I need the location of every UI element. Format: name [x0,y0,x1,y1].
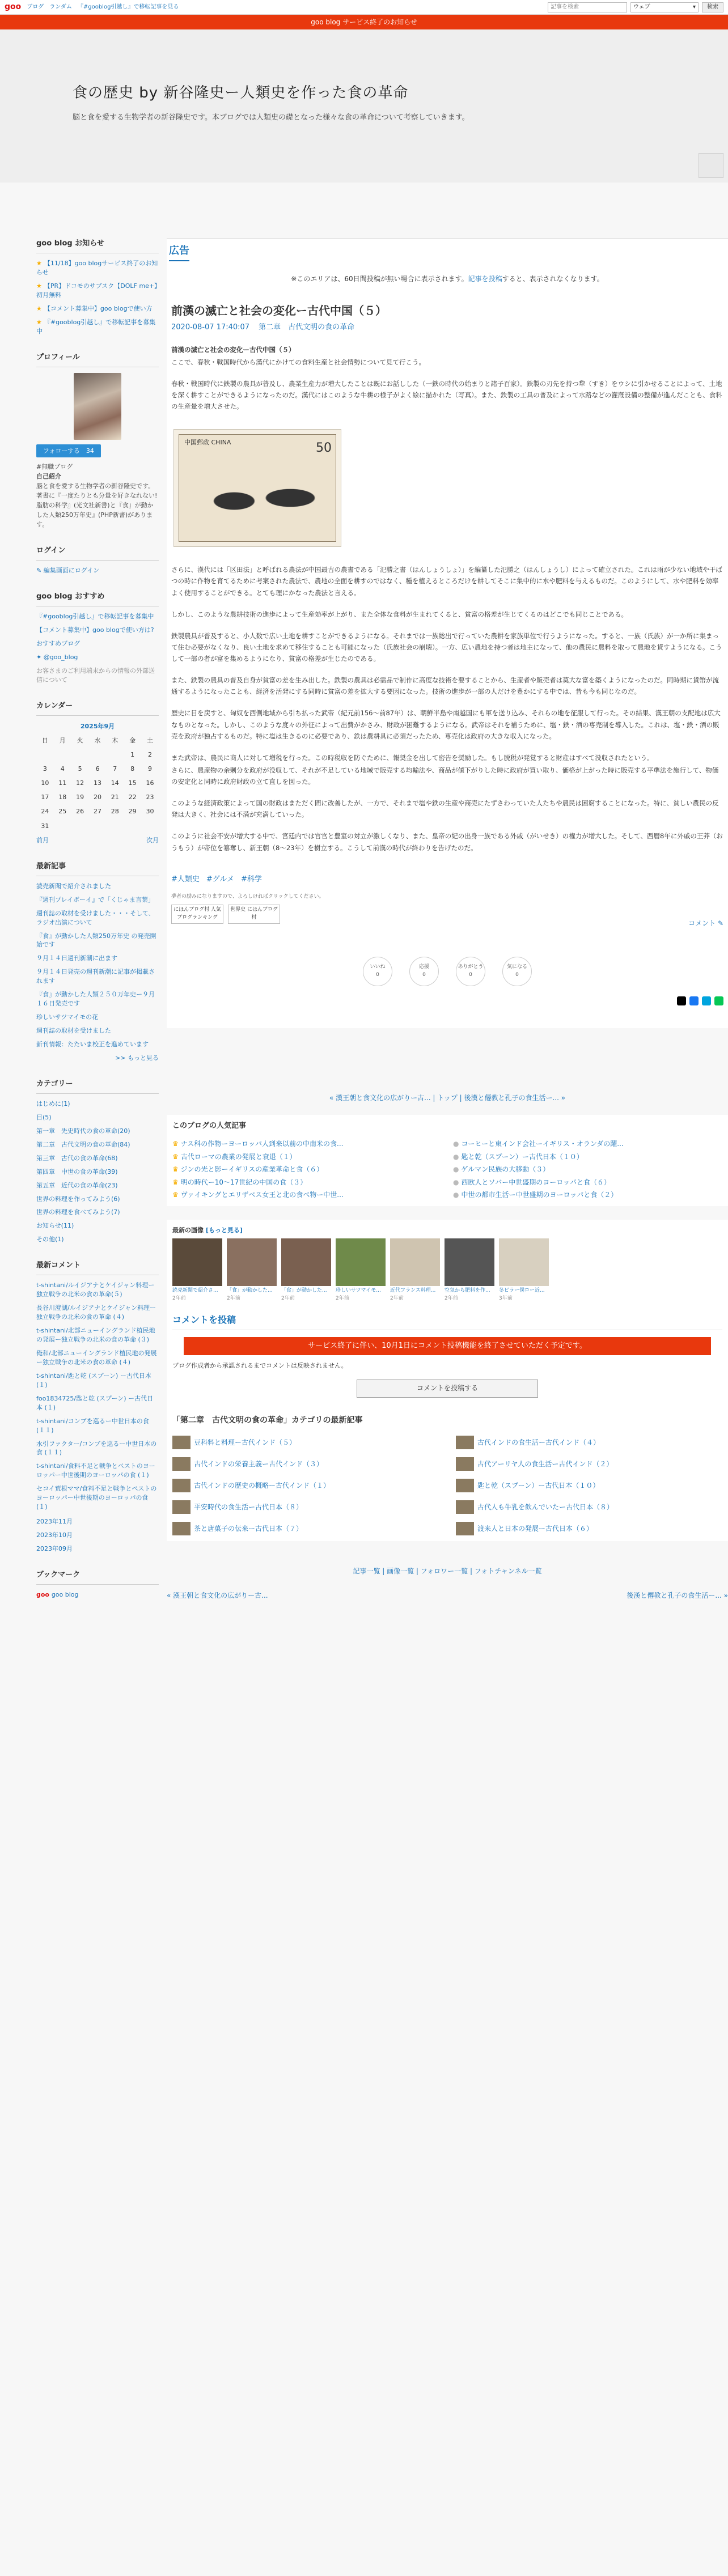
calendar-weekday: 月 [59,737,66,745]
article-paragraph: さらに、農産物の余剰分を政府が没収して、それが不足している地域で販売する均輸法や、商品が値下がりした時に政府が買い取り、価格が上がった時に販売する平準法を施行して、物価の安定化と同時に政府財政の立て直しを図った。 [171,766,719,786]
recent-article-link[interactable]: 『食』が動かした人類２５０万年史ー９月１６日発売です [36,991,155,1008]
article-date: 2020-08-07 17:40:07 [171,323,250,332]
calendar-day[interactable]: 22 [128,793,137,801]
article-thumbnail [456,1436,474,1449]
calendar-day[interactable]: 7 [113,765,117,773]
pager-prev[interactable]: « 漢王朝と食文化の広がりー古... [167,1592,268,1600]
blog-header [0,29,728,183]
popular-article-link[interactable] [453,1139,722,1149]
calendar-day[interactable]: 27 [93,808,101,816]
popular-article-title: 西欧人とソバー中世盛期のヨーロッパと食（６） [461,1178,611,1186]
article-paragraph: また武帝は、農民に商人に対して増税を行った。この時税収を防ぐために、報奨金を出して密告を奨励した。もし脱税が発覚すると財産はすべて没収されたという。 [171,753,654,762]
calendar-day [71,819,89,833]
archive-link[interactable]: 2023年09月 [36,1544,73,1552]
recent-article-link[interactable]: 珍しいサツマイモの花 [36,1013,99,1021]
calendar-day[interactable]: 10 [41,779,49,787]
post-article-link[interactable]: 記事を投稿 [468,274,502,283]
reaction-button[interactable] [363,957,392,986]
category-article-title: 渡来人と日本の発展ー古代日本（６） [477,1525,594,1533]
calendar-day[interactable]: 6 [95,765,100,773]
profile-name: 自己紹介 [36,472,61,480]
bullet-icon: ● [453,1165,459,1174]
reaction-label: 気になる [506,964,527,970]
category-link[interactable]: 世界の料理を食べてみよう(7) [36,1208,120,1216]
reaction-count: 0 [376,972,379,978]
crown-icon: ♛ [172,1165,179,1174]
login-link[interactable]: ✎ 編集画面にログイン [36,567,100,575]
top-link-migrate[interactable]: 『#gooblog引越し』で移転記事を見る [77,3,179,10]
recent-article-link[interactable]: 週刊誌の取材を受けました・・・そして、ラジオ出演について [36,909,155,926]
article-thumbnail [172,1479,191,1492]
category-article-link[interactable] [456,1479,722,1492]
calendar-day[interactable]: 9 [148,765,153,773]
popular-article-title: 明の時代ー10〜17世紀の中国の食（３） [180,1178,307,1186]
thumbnail-caption: 近代フランス料理... [390,1288,436,1294]
article-thumbnail [172,1457,191,1471]
thumbnail-caption: 空気から肥料を作... [445,1288,490,1294]
comment-end-notice[interactable]: サービス終了に伴い、10月1日にコメント投稿機能を終了させていただく予定です。 [184,1337,711,1355]
post-comment-button[interactable]: コメントを投稿する [357,1380,538,1398]
reaction-count: 0 [422,972,426,978]
image-thumbnail[interactable] [281,1238,331,1303]
bookmark-item[interactable]: goo goo blog [36,1591,79,1599]
calendar-heading: カレンダー [36,701,159,716]
calendar-day[interactable]: 15 [128,779,137,787]
image-thumbnail[interactable] [227,1238,277,1303]
reaction-button[interactable] [409,957,439,986]
tag-link[interactable]: #人類史 [171,875,200,884]
popular-article-title: ナス科の作物ーヨーロッパ人到来以前の中南米の食... [180,1140,344,1148]
notice-item[interactable]: ★ 【PR】ドコモのサブスク【DOLF me+】初月無料 [36,282,158,299]
article-paragraph: また、鉄製の農具の普及自身が貧富の差を生み出した。鉄製の農具は必需品で制作に高度な技術を要することから、生産者や販売者は莫大な富を築くようになったのだ。同時期に貨幣が流通するようになったことも、経済を活発にする同時に貧富の差を拡大する要因になった。技術の進歩が一部の人だけを豊かにする中では、昔も今も同じなのだ。 [171,676,719,696]
calendar-day[interactable]: 20 [93,793,101,801]
top-links [27,3,179,12]
line-share-icon[interactable] [714,996,723,1005]
calendar-day[interactable]: 11 [58,779,67,787]
post-comment-section [167,1309,728,1409]
category-link[interactable]: 目(5) [36,1113,52,1121]
calendar-day[interactable]: 1 [130,751,135,759]
calendar-day[interactable]: 24 [41,808,49,816]
reaction-button[interactable] [502,957,532,986]
category-link[interactable]: 第四章 中世の食の革命(39) [36,1168,118,1175]
category-link[interactable]: お知らせ(11) [36,1222,74,1230]
popular-article-title: ヴァイキングとエリザベス女王と北の食べ物ー中世... [180,1191,344,1199]
pager-next[interactable]: 後漢と僊教と孔子の食生活ー... » [627,1592,728,1600]
calendar-day [54,748,71,762]
article-paragraph: このように社会不安が増大する中で、宮廷内では官官と豊室の対立が激しくなり、また、皇帝の妃の出身一族である外戚（がいせき）の権力が増大した。そして、西暦8年に外戚の王莽（おうもう）が帝位を簒奪し、新王朝（8〜23年）を樹立する。こうして前漢の時代が終わりを告げたのだ。 [171,832,723,852]
article-paragraph: しかし、このような農耕技術の進歩によって生産効率が上がり、また全体な食料が生まれてくると、貧富の格差が生じてくるのはどこでも同じことである。 [171,610,628,618]
recent-article-link[interactable]: 『週刊プレイボーイ』で「くじゃま言葉」 [36,896,155,903]
thumbnail-image [281,1238,331,1286]
reaction-count: 0 [469,972,472,978]
calendar-prev[interactable]: 前月 [36,836,49,844]
article-thumbnail [456,1522,474,1535]
thumbnail-date: 2年前 [390,1295,404,1301]
twitter-icon: ✦ [36,653,44,661]
select-value: ウェブ [633,3,650,10]
crown-icon: ♛ [172,1178,179,1186]
share-buttons [171,996,723,1005]
images-more-link[interactable]: [もっと見る] [205,1227,243,1234]
thumbnail-caption: 読売新聞で紹介さ... [172,1288,218,1294]
images-heading: 最新の画像 [もっと見る] [172,1227,243,1234]
popular-article-title: 古代ローマの農業の発展と衰退（１） [180,1152,297,1161]
calendar-weekday: 火 [77,737,83,745]
thumbnail-date: 2年前 [172,1295,186,1301]
popular-article-title: ゲルマン民族の大移動（３） [461,1165,550,1174]
popular-article-link[interactable] [453,1152,722,1162]
recent-comment-link[interactable]: t-shintani/匙と乾 (スプーン) ー古代日本 (１) [36,1372,151,1389]
reaction-count: 0 [515,972,519,978]
image-thumbnail[interactable] [499,1238,549,1303]
latest-images [167,1220,728,1309]
profile-image [74,373,121,440]
notice-item[interactable]: ★ 『#gooblog引越し』で移転記事を募集中 [36,318,156,335]
calendar-day[interactable]: 17 [41,793,49,801]
login-heading: ログイン [36,545,159,561]
article-thumbnail [172,1500,191,1514]
bullet-icon: ● [453,1152,459,1161]
article-paragraph: 鉄製農具が普及すると、小人数で広い土地を耕すことができるようになる。それまでは一族総出で行っていた農耕を家族単位で行うようになった。すると、一族（氏族）が一か所に集まって住む必要がなくなり、良い土地を求めて移住することも可能になった（氏族社会の崩壊）。一方、広い農地を持つ者は地主になって、他の農民に農料を取って農地を貸すようになる。こうして一部の者が富を集めるようになり、貧富の格差が生じたのである。 [171,631,722,663]
recent-article-link[interactable]: 読売新聞で紹介されました [36,882,111,890]
calendar-day [89,748,107,762]
article-thumbnail [456,1479,474,1492]
x-share-icon[interactable] [677,996,686,1005]
category-heading: カテゴリー [36,1079,159,1094]
popular-article-link[interactable] [172,1177,442,1188]
category-article-link[interactable] [172,1479,439,1492]
top-link-blog[interactable]: ブログ [27,3,44,10]
thumbnail-image [336,1238,386,1286]
tag-list [171,874,723,885]
calendar-caption: 2025年9月 [80,723,115,731]
popular-article-link[interactable] [172,1139,442,1149]
thumbnail-image [227,1238,277,1286]
thumbnail-date: 2年前 [281,1295,295,1301]
ranking-note: 夢者の励みになりますので、よろしければクリックしてください。 [171,893,324,899]
category-link[interactable]: 世界の料理を作ってみよう(6) [36,1195,120,1203]
calendar-weekday: 土 [147,737,154,745]
article-meta [171,322,723,333]
article-thumbnail [172,1436,191,1449]
calendar-day[interactable]: 30 [146,808,154,816]
category-link[interactable]: はじめに(1) [36,1100,70,1107]
star-icon: ★ [36,318,42,326]
crown-icon: ♛ [172,1140,179,1148]
bullet-icon: ● [453,1191,459,1199]
calendar-day[interactable]: 31 [41,822,49,830]
calendar-day[interactable]: 13 [93,779,101,787]
hatena-share-icon[interactable] [702,996,711,1005]
recent-article-link[interactable]: 新刊情報：たたいま校正を進めています [36,1040,149,1048]
article-paragraph: 歴史に目を戻すと、匈奴を西側地域から引ち払った武帝（紀元前156〜前87年）は、朝鮮半島や南越国にも軍を送り込み、それらの地を征服して行った。その結果、漢王朝の支配地は広大なものとなった。しかし、このような度々の外征によって出費がかさみ、財政が困難するようになる。武帝はそれを補うために、塩・鉄・酒の専売制を導入した。これは、塩・鉄・酒の販売を政府が独占するものだ。特に塩は生きるのに必要であり、鉄は農耕具に必須だったため、専売化は政府の大きな収入になった。 [171,709,721,740]
article-thumbnail [456,1457,474,1471]
recent-heading: 最新記事 [36,861,159,876]
category-link[interactable]: 第五章 近代の食の革命(23) [36,1181,118,1189]
profile-text: 脳と食を愛する生物学者の新谷隆史です。著書に『一度たりとも分量を好きなれない! 脂肪の科学』(光文社新書)と『食』が動かした人類250万年史』(PHP新書)があります。 [36,482,158,529]
calendar-day[interactable]: 18 [58,793,67,801]
category-article-title: 豆科料と料理ー古代インド（５） [194,1438,297,1447]
image-thumbnail[interactable] [336,1238,386,1303]
category-article-link[interactable] [456,1457,722,1471]
calendar-day[interactable]: 23 [146,793,154,801]
recent-comment-link[interactable]: t-shintani/北部ニューイングランド植民地の発展ー独立戦争の北米の食の革命 (３) [36,1327,155,1344]
article-category[interactable]: 第二章 古代文明の食の革命 [259,323,355,332]
calendar-day [124,819,141,833]
bullet-icon: ● [453,1178,459,1186]
calendar-weekday: 日 [41,737,48,745]
comment-link[interactable]: コメント ✎ [688,919,723,927]
follow-button[interactable]: フォローする 34 [36,444,101,457]
recent-comment-link[interactable]: セコイ荒根ママ/食料不足と戦争とペストのヨーロッパー中世後期のヨーロッパの食 (１) [36,1485,157,1511]
notice-heading: goo blog お知らせ [36,238,159,253]
calendar-day [141,819,159,833]
thumbnail-image [172,1238,222,1286]
article-paragraph: 春秋・戦国時代に鉄製の農具が普及し、農業生産力が増大したことは既にお話しした（一鉄の時代の始まりと諸子百家）。鉄製の刃先を持つ犂（すき）をウシに引かせることによって、土地を深く耕すことができるようになったのだ。漢代にはこのような牛耕の様子がよく絵に描かれた（写真）。また、鉄製の工具の普及によって水路などの灌漑設備の整備が進んだことも、食料の生産量を増大させた。 [171,379,722,411]
article-paragraph: さらに、漢代には「区田法」と呼ばれる農法が中国最古の農書である「氾勝之書（はんしょうしょ）」を編纂した氾勝之（はんしょうし）によって確立された。これは雨が少ない地域や干ばつの時に作物を育てるために考案された農法で、農地の全面を耕すのではなく、種を植えるところだけを耕してそこに集中的に水や肥料を与えるものだ。このようにして、水や肥料を効率よく使用することができる。とても理にかなった農法と言える。 [171,566,722,597]
thumbnail-date: 2年前 [227,1295,240,1301]
twitter-link[interactable]: ✦ @goo_blog [36,653,78,661]
calendar-day [89,819,107,833]
thumbnail-caption: 「食」が動かした... [281,1288,327,1294]
facebook-share-icon[interactable] [689,996,699,1005]
category-article-link[interactable] [172,1436,439,1449]
calendar-next[interactable]: 次月 [146,836,159,844]
article [167,295,728,1028]
article-paragraph: このような経済政策によって国の財政はまただく間に改善したが、一方で、それまで塩や鉄の生産や商売にたずさわっていた人たちや農民は困窮することになった。特に、貧しい農民の反発は大きく、社会には不満が充満していった。 [171,799,719,819]
footer-nav[interactable]: 記事一覧 | 画像一覧 | フォロワー一覧 | フォトチャンネル一覧 [353,1567,542,1576]
search-area [548,2,723,12]
ad-notice: ※このエリアは、60日間投稿が無い場合に表示されます。記事を投稿すると、表示されなくなります。 [291,274,604,283]
calendar-day[interactable]: 2 [148,751,153,759]
calendar-day[interactable]: 4 [60,765,65,773]
image-thumbnail[interactable] [390,1238,440,1303]
calendar-day [36,748,54,762]
ranking-banner[interactable]: にほんブログ村 人気ブログランキング [171,905,223,924]
category-link[interactable]: 第一章 先史時代の食の革命(20) [36,1127,130,1135]
recent-comment-link[interactable]: foo1834725/匙と乾 (スプーン) ー古代日本 (１) [36,1394,154,1411]
calendar-day[interactable]: 28 [111,808,119,816]
category-link[interactable]: 第三章 古代の食の革命(68) [36,1154,118,1162]
recent-comment-link[interactable]: t-shintani/ルイジアナとケイジャン料理ー独立戦争の北米の食の革命(５) [36,1281,155,1298]
external-info-link[interactable]: お客さまのご利用端末からの情報の外部送信について [36,667,155,684]
calendar-day[interactable]: 12 [76,779,84,787]
calendar-day[interactable]: 29 [128,808,137,816]
recent-comment-link[interactable]: 俺和/北部ニューイングランド植民地の発展ー独立戦争の北米の食の革命 (４) [36,1349,157,1366]
recent-comment-link[interactable]: 水引ファクター/コンブを巡るー中世日本の食 (１１) [36,1440,157,1457]
recommend-item[interactable]: 【コメント募集中】goo blogで使い方は? [36,626,154,634]
calendar-day[interactable]: 14 [111,779,119,787]
comment-approval-note: ブログ作成者から承認されるまでコメントは反映されません。 [172,1361,348,1369]
category-article-title: 古代アーリヤ人の食生活ー古代インド（２） [477,1460,613,1469]
popular-article-title: ジンの光と影ーイギリスの産業革命と食（６） [180,1165,324,1174]
recent-comment-link[interactable]: t-shintani/コンブを巡るー中世日本の食 (１１) [36,1417,149,1434]
calendar-day[interactable]: 19 [76,793,84,801]
thumbnail-date: 3年前 [499,1295,513,1301]
post-comment-heading: コメントを投稿 [172,1313,722,1330]
avatar[interactable] [699,153,723,178]
calendar [36,722,159,833]
service-end-notice[interactable]: goo blog サービス終了のお知らせ [0,15,728,29]
notice-item[interactable]: ★ 【コメント募集中】goo blogで使い方 [36,304,153,312]
thumbnail-image [390,1238,440,1286]
bookmark-heading: ブックマーク [36,1569,159,1585]
thumbnail-caption: 「食」が動かした... [227,1288,273,1294]
article-title[interactable]: 前漢の滅亡と社会の変化ー古代中国（５） [171,304,387,318]
archive-link[interactable]: 2023年11月 [36,1518,73,1526]
popular-article-title: コーヒーと東インド会社ーイギリス・オランダの躍... [461,1140,624,1148]
reaction-buttons [171,957,723,986]
thumbnail-image [499,1238,549,1286]
ad-heading: 広告 [169,243,189,261]
image-thumbnail[interactable] [445,1238,494,1303]
calendar-day[interactable]: 16 [146,779,154,787]
thumbnail-caption: 冬ビラー僕ロー近... [499,1288,545,1294]
recent-comment-link[interactable]: t-shintani/食料不足と戦争とペストのヨーロッパー中世後期のヨーロッパの食 (１) [36,1462,155,1479]
crown-icon: ♛ [172,1152,179,1161]
pager [167,1590,728,1601]
category-article-link[interactable] [172,1522,439,1535]
comments-heading: 最新コメント [36,1260,159,1275]
calendar-day[interactable]: 21 [111,793,119,801]
popular-article-link[interactable] [453,1177,722,1188]
calendar-day [106,819,124,833]
calendar-weekday: 水 [94,737,101,745]
pencil-icon: ✎ [717,919,723,927]
popular-article-link[interactable] [453,1164,722,1175]
search-input[interactable] [548,2,627,12]
archive-link[interactable]: 2023年10月 [36,1531,73,1539]
star-icon: ★ [36,282,42,290]
star-icon: ★ [36,260,42,268]
reaction-button[interactable] [456,957,485,986]
category-article-link[interactable] [172,1500,439,1514]
article-paragraph: ここで、春秋・戦国時代から漢代にかけての食料生産と社会情勢について見て行こう。 [171,358,426,366]
recommend-heading: goo blog おすすめ [36,591,159,606]
calendar-day[interactable]: 3 [43,765,47,773]
top-bar [0,0,728,15]
profile-tag[interactable]: #無職ブログ [36,462,73,470]
category-article-title: 匙と乾（スプーン）ー古代日本（１０） [477,1482,600,1490]
category-article-title: 古代人も牛乳を飲んでいたー古代日本（８） [477,1503,614,1512]
calendar-day [54,819,71,833]
category-article-link[interactable] [456,1500,722,1514]
recommend-item[interactable]: おすすめブログ [36,640,81,648]
thumbnail-date: 2年前 [336,1295,349,1301]
popular-article-link[interactable] [172,1164,442,1175]
search-button[interactable]: 検索 [702,2,723,12]
category-article-link[interactable] [456,1436,722,1449]
popular-article-link[interactable] [172,1190,442,1200]
calendar-day[interactable]: 8 [130,765,135,773]
article-thumbnail [456,1500,474,1514]
tag-link[interactable]: #科学 [241,875,262,884]
pencil-icon: ✎ [36,567,44,575]
ox-figure [197,464,321,526]
star-icon: ★ [36,304,42,312]
thumbnail-image [445,1238,494,1286]
popular-articles [167,1115,728,1206]
crown-icon: ♛ [172,1191,179,1199]
goo-icon: goo [36,1591,52,1599]
category-article-link[interactable] [456,1522,722,1535]
goo-logo[interactable]: goo [5,2,22,11]
reaction-label: ありがとう [458,964,484,970]
image-thumbnail[interactable] [172,1238,222,1303]
tag-link[interactable]: #グルメ [206,875,235,884]
popular-article-title: 中世の都市生活ー中世盛期のヨーロッパと食（２） [461,1191,618,1199]
stamp-label: 中国郵政 CHINA [184,439,231,447]
popular-article-link[interactable] [453,1190,722,1200]
recommend-item[interactable]: 『#gooblog引越し』で移転記事を募集中 [36,613,154,621]
calendar-day [71,748,89,762]
recent-more[interactable]: >> もっと見る [115,1054,159,1062]
ad-area [167,238,728,295]
calendar-day[interactable]: 25 [58,808,67,816]
calendar-day[interactable]: 26 [76,808,84,816]
category-article-link[interactable] [172,1457,439,1471]
chevron-down-icon: ▾ [692,3,696,10]
reaction-label: 応援 [418,964,429,970]
notice-item[interactable]: ★ 【11/18】goo blogサービス終了のお知らせ [36,260,158,277]
category-link[interactable]: 第二章 古代文明の食の革命(84) [36,1140,130,1148]
recent-article-link[interactable]: 週刊誌の取材を受けました [36,1027,111,1035]
main-content [167,238,728,1604]
recent-article-link[interactable]: ９月１４日発売の週刊新潮に記事が掲載されます [36,968,155,985]
blog-title[interactable]: 食の歴史 by 新谷隆史ー人類史を作った食の革命 [73,84,409,101]
thumbnail-date: 2年前 [445,1295,458,1301]
category-article-title: 古代インドの歴史の概略ー古代インド（１） [194,1482,331,1490]
category-article-title: 平安時代の食生活ー古代日本（８） [194,1503,303,1512]
calendar-day [106,748,124,762]
profile-heading: プロフィール [36,352,159,367]
sidebar [36,238,167,1604]
stamp-value: 50 [316,441,332,456]
recent-comment-link[interactable]: 長谷川澄湖/ルイジアナとケイジャン料理ー独立戦争の北米の食の革命 (４) [36,1304,156,1321]
reaction-label: いいね [370,964,386,970]
popular-article-link[interactable] [172,1152,442,1162]
category-article-title: 古代インドの栄養主義ー古代インド（３） [194,1460,324,1469]
popular-heading: このブログの人気記事 [172,1121,247,1130]
category-latest [167,1409,728,1542]
ranking-banner[interactable]: 世界史 にほんブログ村 [228,905,280,924]
article-thumbnail [172,1522,191,1535]
bullet-icon: ● [453,1140,459,1148]
ox-plough-stamp-image[interactable] [173,429,341,547]
search-select[interactable] [630,2,699,12]
prev-next-nav[interactable]: « 漢王朝と食文化の広がりー古... | トップ | 後漢と僊教と孔子の食生活ー... » [329,1094,566,1102]
thumbnail-caption: 珍しいサツマイモ... [336,1288,381,1294]
category-link[interactable]: その他(1) [36,1236,64,1244]
category-article-title: 茶と唐菓子の伝来ー古代日本（７） [194,1525,303,1533]
recent-article-link[interactable]: ９月１４日週刊新潮に出ます [36,954,117,962]
top-link-random[interactable]: ランダム [49,3,72,10]
article-lead: 前漢の滅亡と社会の変化ー古代中国（５） [171,345,295,354]
category-latest-heading: 「第二章 古代文明の食の革命」カテゴリの最新記事 [172,1415,363,1425]
blog-description: 脳と食を愛する生物学者の新谷隆史です。本ブログでは人類史の礎となった様々な食の革命について考察していきます。 [73,113,469,122]
recent-article-link[interactable]: 『食』が動かした人類250万年史 の発売開始です [36,932,156,949]
calendar-weekday: 木 [112,737,118,745]
popular-article-title: 匙と乾（スプーン）ー古代日本（１０） [461,1152,583,1161]
calendar-weekday: 金 [129,737,136,745]
calendar-day[interactable]: 5 [78,765,82,773]
category-article-title: 古代インドの食生活ー古代インド（４） [477,1438,600,1447]
